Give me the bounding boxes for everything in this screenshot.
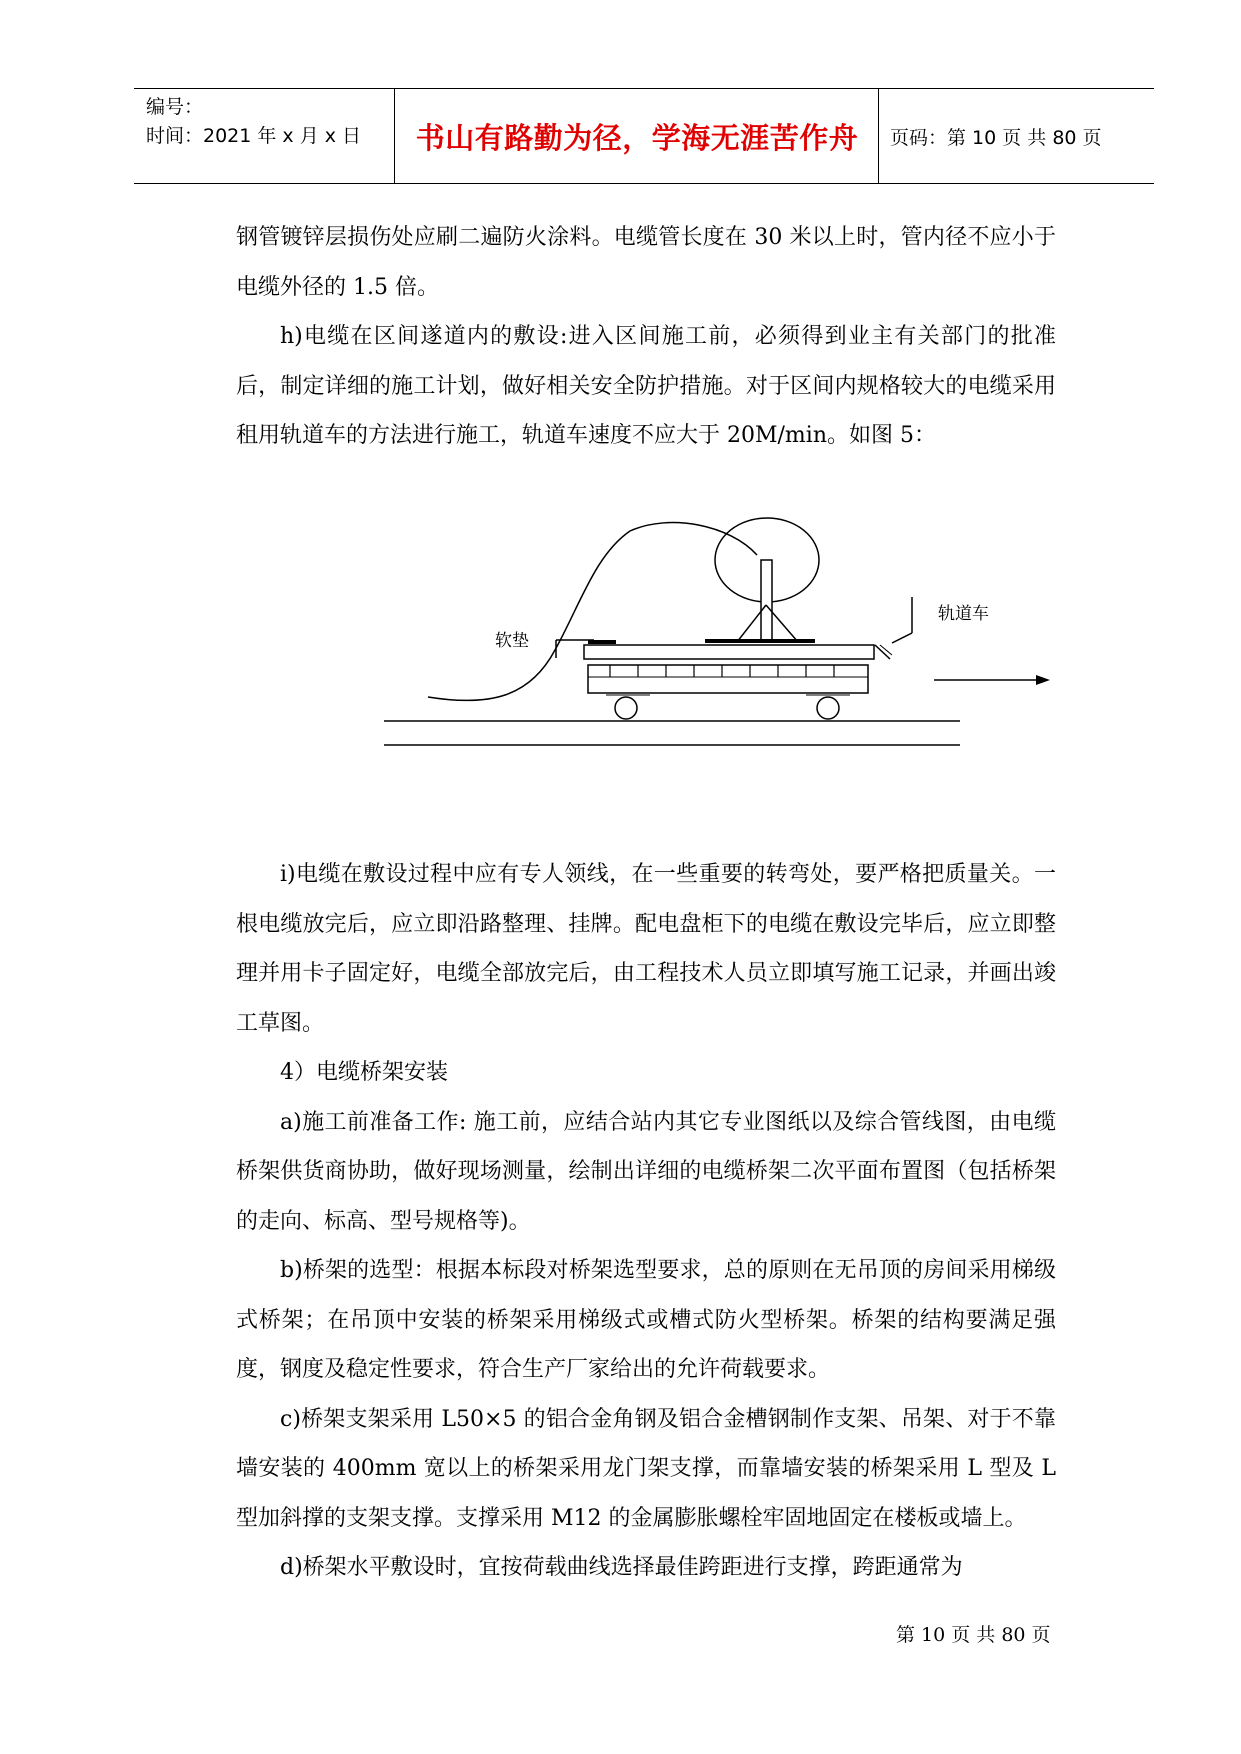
car-body [588, 665, 868, 693]
reel-stand [761, 560, 772, 642]
header-time: 时间：2021 年 x 月 x 日 [146, 125, 362, 147]
body-text-lower [236, 850, 1056, 1593]
rail-car-svg [380, 515, 1080, 755]
header-motto: 书山有路勤为径，学海无涯苦作舟 [415, 120, 859, 155]
deck-edge [880, 645, 892, 655]
soft-pad [588, 640, 616, 644]
page-header [134, 88, 1154, 184]
paragraph: h)电缆在区间遂道内的敷设:进入区间施工前，必须得到业主有关部门的批准后，制定详细的施工计划，做好相关安全防护措施。对于区间内规格较大的电缆采用租用轨道车的方法进行施工，轨道车速度不应大于 20M/min。如图 5： [236, 324, 1056, 448]
header-divider [394, 89, 395, 183]
wheel [817, 697, 839, 719]
label-soft-pad: 软垫 [495, 631, 529, 651]
paragraph: a)施工前准备工作: 施工前，应结合站内其它专业图纸以及综合管线图，由电缆桥架供货商协助，做好现场测量，绘制出详细的电缆桥架二次平面布置图（包括桥架的走向、标高、型号规格等)。 [236, 1109, 1056, 1234]
paragraph: c)桥架支架采用 L50×5 的铝合金角钢及铝合金槽钢制作支架、吊架、对于不靠墙安装的 400mm 宽以上的桥架采用龙门架支撑，而靠墙安装的桥架采用 L 型及 L 型加斜撑的支架支撑。支撑采用 M12 的金属膨胀螺栓牢固地固定在楼板或墙上。 [236, 1406, 1056, 1531]
paragraph: d)桥架水平敷设时，宜按荷载曲线选择最佳跨距进行支撑，跨距通常为 [280, 1555, 963, 1580]
page-footer: 第 10 页 共 80 页 [896, 1624, 1051, 1646]
header-meta [146, 93, 396, 151]
body-text [236, 213, 1056, 461]
wheel [615, 697, 637, 719]
section-heading: 4）电缆桥架安装 [280, 1060, 448, 1085]
paragraph: i)电缆在敷设过程中应有专人领线，在一些重要的转弯处，要严格把质量关。一根电缆放完后，应立即沿路整理、挂牌。配电盘柜下的电缆在敷设完毕后，应立即整理并用卡子固定好，电缆全部放完后，由工程技术人员立即填写施工记录，并画出竣工草图。 [236, 862, 1056, 1036]
reel-base [705, 639, 815, 643]
paragraph: 钢管镀锌层损伤处应刷二遍防火涂料。电缆管长度在 30 米以上时，管内径不应小于电缆外径的 1.5 倍。 [236, 225, 1056, 300]
car-deck [584, 645, 874, 659]
paragraph: b)桥架的选型：根据本标段对桥架选型要求，总的原则在无吊顶的房间采用梯级式桥架；在吊顶中安装的桥架采用梯级式或槽式防火型桥架。桥架的结构要满足强度，钢度及稳定性要求，符合生产厂家给出的允许荷载要求。 [236, 1258, 1056, 1382]
label-rail-car: 轨道车 [938, 604, 989, 624]
figure-rail-car-diagram [380, 515, 1080, 755]
arrow-head-icon [1036, 675, 1050, 685]
header-page-number: 页码：第 10 页 共 80 页 [890, 126, 1102, 149]
header-divider [878, 89, 879, 183]
header-number: 编号： [146, 96, 204, 118]
car-marker-post [892, 633, 912, 643]
